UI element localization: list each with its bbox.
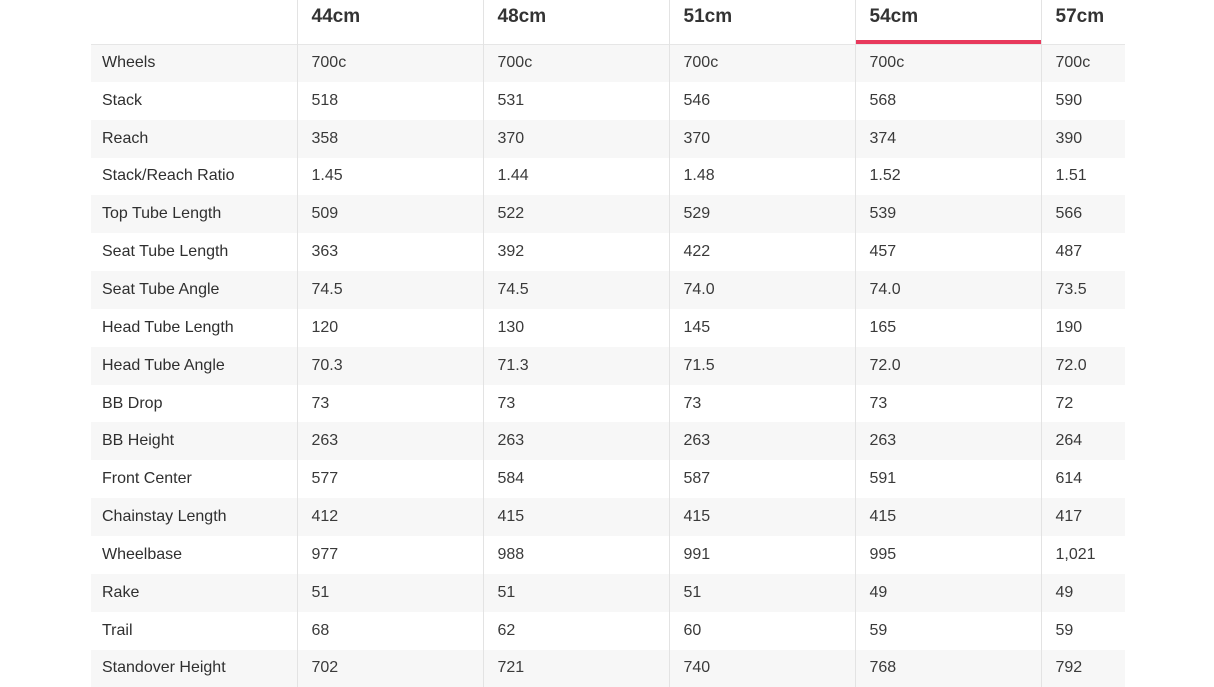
- table-row: [91, 612, 1125, 650]
- table-row: [91, 44, 1125, 82]
- table-row: [91, 309, 1125, 347]
- table-cell: 263: [297, 422, 483, 460]
- table-cell: 1.44: [483, 158, 669, 196]
- table-row: [91, 498, 1125, 536]
- size-header-48cm[interactable]: 48cm: [483, 0, 669, 44]
- table-cell: 577: [297, 460, 483, 498]
- table-cell: 700c: [669, 44, 855, 82]
- geometry-table-body: [91, 44, 1125, 687]
- table-row: [91, 536, 1125, 574]
- size-header-57cm[interactable]: 57cm: [1041, 0, 1125, 44]
- geometry-table: [91, 0, 1125, 687]
- geometry-table-header: [91, 0, 1125, 44]
- table-cell: 568: [855, 82, 1041, 120]
- table-cell: 412: [297, 498, 483, 536]
- table-cell: 68: [297, 612, 483, 650]
- table-cell: 374: [855, 120, 1041, 158]
- table-row: [91, 422, 1125, 460]
- size-header-44cm[interactable]: 44cm: [297, 0, 483, 44]
- table-cell: 145: [669, 309, 855, 347]
- table-cell: 71.3: [483, 347, 669, 385]
- table-cell: 51: [669, 574, 855, 612]
- table-cell: 70.3: [297, 347, 483, 385]
- table-cell: 721: [483, 650, 669, 687]
- table-cell: 487: [1041, 233, 1125, 271]
- table-cell: 72.0: [1041, 347, 1125, 385]
- table-cell: 1.52: [855, 158, 1041, 196]
- table-cell: 740: [669, 650, 855, 687]
- table-cell: 991: [669, 536, 855, 574]
- table-cell: 49: [1041, 574, 1125, 612]
- table-cell: 59: [855, 612, 1041, 650]
- table-cell: 1,021: [1041, 536, 1125, 574]
- table-cell: 768: [855, 650, 1041, 687]
- table-cell: 415: [855, 498, 1041, 536]
- table-cell: 263: [855, 422, 1041, 460]
- row-label: Seat Tube Length: [91, 233, 297, 271]
- table-cell: 130: [483, 309, 669, 347]
- table-row: [91, 120, 1125, 158]
- table-cell: 417: [1041, 498, 1125, 536]
- table-cell: 529: [669, 195, 855, 233]
- table-cell: 73: [855, 385, 1041, 423]
- table-cell: 614: [1041, 460, 1125, 498]
- table-cell: 72: [1041, 385, 1125, 423]
- row-label: Chainstay Length: [91, 498, 297, 536]
- row-label: BB Drop: [91, 385, 297, 423]
- table-cell: 74.0: [669, 271, 855, 309]
- table-cell: 522: [483, 195, 669, 233]
- row-label: Reach: [91, 120, 297, 158]
- table-cell: 700c: [483, 44, 669, 82]
- table-cell: 509: [297, 195, 483, 233]
- table-cell: 792: [1041, 650, 1125, 687]
- size-header-row: [91, 0, 1125, 44]
- table-row: [91, 158, 1125, 196]
- table-row: [91, 574, 1125, 612]
- table-cell: 73: [669, 385, 855, 423]
- table-cell: 49: [855, 574, 1041, 612]
- table-cell: 584: [483, 460, 669, 498]
- table-cell: 59: [1041, 612, 1125, 650]
- table-cell: 73: [483, 385, 669, 423]
- row-label: Top Tube Length: [91, 195, 297, 233]
- table-cell: 700c: [855, 44, 1041, 82]
- table-cell: 51: [297, 574, 483, 612]
- table-cell: 702: [297, 650, 483, 687]
- table-cell: 566: [1041, 195, 1125, 233]
- table-row: [91, 271, 1125, 309]
- table-cell: 591: [855, 460, 1041, 498]
- table-row: [91, 233, 1125, 271]
- row-label: Stack: [91, 82, 297, 120]
- row-label: BB Height: [91, 422, 297, 460]
- table-cell: 370: [669, 120, 855, 158]
- table-cell: 590: [1041, 82, 1125, 120]
- table-row: [91, 385, 1125, 423]
- table-cell: 370: [483, 120, 669, 158]
- table-cell: 358: [297, 120, 483, 158]
- table-cell: 700c: [1041, 44, 1125, 82]
- size-header-51cm[interactable]: 51cm: [669, 0, 855, 44]
- table-cell: 165: [855, 309, 1041, 347]
- table-cell: 518: [297, 82, 483, 120]
- table-cell: 539: [855, 195, 1041, 233]
- table-cell: 74.5: [483, 271, 669, 309]
- row-label: Stack/Reach Ratio: [91, 158, 297, 196]
- row-label: Head Tube Angle: [91, 347, 297, 385]
- table-row: [91, 650, 1125, 687]
- table-cell: 73: [297, 385, 483, 423]
- table-cell: 73.5: [1041, 271, 1125, 309]
- row-label: Standover Height: [91, 650, 297, 687]
- header-corner-cell: [91, 0, 297, 44]
- table-cell: 1.48: [669, 158, 855, 196]
- table-cell: 264: [1041, 422, 1125, 460]
- table-cell: 62: [483, 612, 669, 650]
- table-cell: 1.45: [297, 158, 483, 196]
- table-cell: 51: [483, 574, 669, 612]
- row-label: Seat Tube Angle: [91, 271, 297, 309]
- table-cell: 1.51: [1041, 158, 1125, 196]
- table-cell: 363: [297, 233, 483, 271]
- table-cell: 422: [669, 233, 855, 271]
- table-cell: 977: [297, 536, 483, 574]
- table-cell: 531: [483, 82, 669, 120]
- table-cell: 72.0: [855, 347, 1041, 385]
- table-row: [91, 195, 1125, 233]
- table-cell: 700c: [297, 44, 483, 82]
- table-row: [91, 82, 1125, 120]
- size-header-54cm[interactable]: 54cm: [855, 0, 1041, 44]
- table-cell: 415: [483, 498, 669, 536]
- row-label: Wheels: [91, 44, 297, 82]
- table-cell: 546: [669, 82, 855, 120]
- table-cell: 988: [483, 536, 669, 574]
- row-label: Front Center: [91, 460, 297, 498]
- row-label: Trail: [91, 612, 297, 650]
- table-cell: 74.5: [297, 271, 483, 309]
- table-cell: 390: [1041, 120, 1125, 158]
- row-label: Head Tube Length: [91, 309, 297, 347]
- table-cell: 457: [855, 233, 1041, 271]
- table-cell: 995: [855, 536, 1041, 574]
- table-row: [91, 347, 1125, 385]
- table-cell: 263: [483, 422, 669, 460]
- table-cell: 60: [669, 612, 855, 650]
- table-row: [91, 460, 1125, 498]
- table-cell: 587: [669, 460, 855, 498]
- table-cell: 74.0: [855, 271, 1041, 309]
- row-label: Wheelbase: [91, 536, 297, 574]
- table-cell: 263: [669, 422, 855, 460]
- table-cell: 190: [1041, 309, 1125, 347]
- table-cell: 71.5: [669, 347, 855, 385]
- table-cell: 415: [669, 498, 855, 536]
- table-cell: 392: [483, 233, 669, 271]
- row-label: Rake: [91, 574, 297, 612]
- table-cell: 120: [297, 309, 483, 347]
